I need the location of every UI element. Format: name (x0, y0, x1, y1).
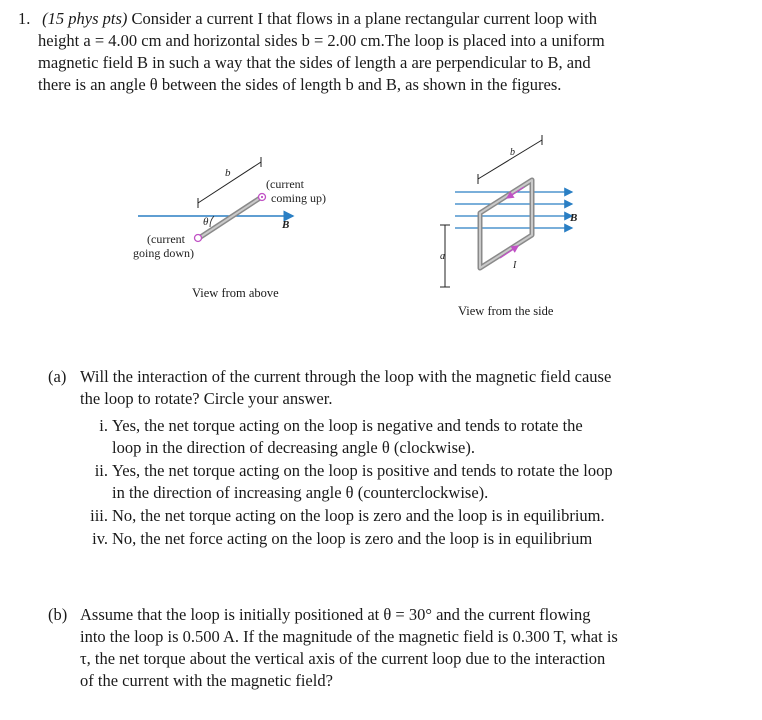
option-iv[interactable] (82, 528, 722, 550)
part-b-line-2: into the loop is 0.500 A. If the magnitude of the magnetic field is 0.300 T, what is (80, 627, 618, 646)
part-b-line-3: τ, the net torque about the vertical axis of the current loop due to the interaction (80, 649, 606, 668)
label-current-up-1: (current (266, 177, 304, 191)
option-iv-num: iv. (92, 529, 108, 548)
part-b-line-4: of the current with the magnetic field? (80, 671, 333, 690)
part-b-line-1: Assume that the loop is initially positioned at θ = 30° and the current flowing (80, 605, 591, 624)
theta-arc (210, 216, 214, 227)
caption-view-from-side: View from the side (458, 304, 554, 318)
caption-view-from-above: View from above (192, 286, 279, 300)
side-label-b: b (510, 147, 515, 158)
label-current-down-2: going down) (133, 246, 194, 260)
problem-number: 1. (18, 9, 31, 28)
part-b-label: (b) (48, 605, 68, 624)
label-b-top: b (225, 167, 231, 179)
current-down-cross-icon (195, 235, 202, 242)
part-a (48, 366, 718, 410)
part-a-line-2: the loop to rotate? Circle your answer. (80, 389, 333, 408)
side-label-I: I (513, 260, 517, 271)
problem-line-2: height a = 4.00 cm and horizontal sides b = 2.00 cm.The loop is placed into a uniform (38, 31, 605, 50)
problem-line-1-text: Consider a current I that flows in a plane rectangular current loop with (131, 9, 598, 28)
side-loop (480, 180, 532, 268)
option-iii-num: iii. (90, 506, 108, 525)
side-dimension-b-line (478, 140, 542, 179)
label-current-up-2: coming up) (271, 191, 326, 205)
problem-line-1 (18, 8, 710, 30)
option-iv-line-1: No, the net force acting on the loop is zero and the loop is in equilibrium (112, 529, 593, 548)
option-ii[interactable] (82, 460, 722, 504)
option-iii-line-1: No, the net torque acting on the loop is zero and the loop is in equilibrium. (112, 506, 605, 525)
answer-options (82, 415, 722, 551)
side-label-a: a (440, 251, 445, 262)
option-i-num: i. (99, 416, 108, 435)
current-up-dot-center (261, 196, 263, 198)
label-current-down-1: (current (147, 232, 185, 246)
option-ii-num: ii. (94, 461, 108, 480)
problem-line-4: there is an angle θ between the sides of length b and B, as shown in the figures. (38, 75, 562, 94)
option-i[interactable] (82, 415, 722, 459)
label-theta: θ (203, 216, 209, 228)
part-a-label: (a) (48, 367, 67, 386)
option-i-line-1: Yes, the net torque acting on the loop is negative and tends to rotate the (112, 416, 583, 435)
part-a-line-1: Will the interaction of the current through the loop with the magnetic field cause (80, 367, 612, 386)
problem-points: (15 phys pts) (42, 9, 128, 28)
side-loop-highlight (480, 180, 532, 268)
side-label-B: B (570, 212, 578, 224)
option-ii-line-2: in the direction of increasing angle θ (counterclockwise). (112, 483, 489, 502)
part-b (48, 604, 718, 692)
option-iii[interactable] (82, 505, 722, 527)
problem-line-3: magnetic field B in such a way that the sides of length a are perpendicular to B, and (38, 53, 591, 72)
figure-view-from-above (128, 150, 358, 280)
option-i-line-2: loop in the direction of decreasing angle θ (clockwise). (112, 438, 475, 457)
option-ii-line-1: Yes, the net torque acting on the loop is positive and tends to rotate the loop (112, 461, 613, 480)
figure-view-from-side (430, 135, 600, 305)
label-B-top: B (282, 219, 290, 231)
problem-statement (18, 8, 710, 96)
